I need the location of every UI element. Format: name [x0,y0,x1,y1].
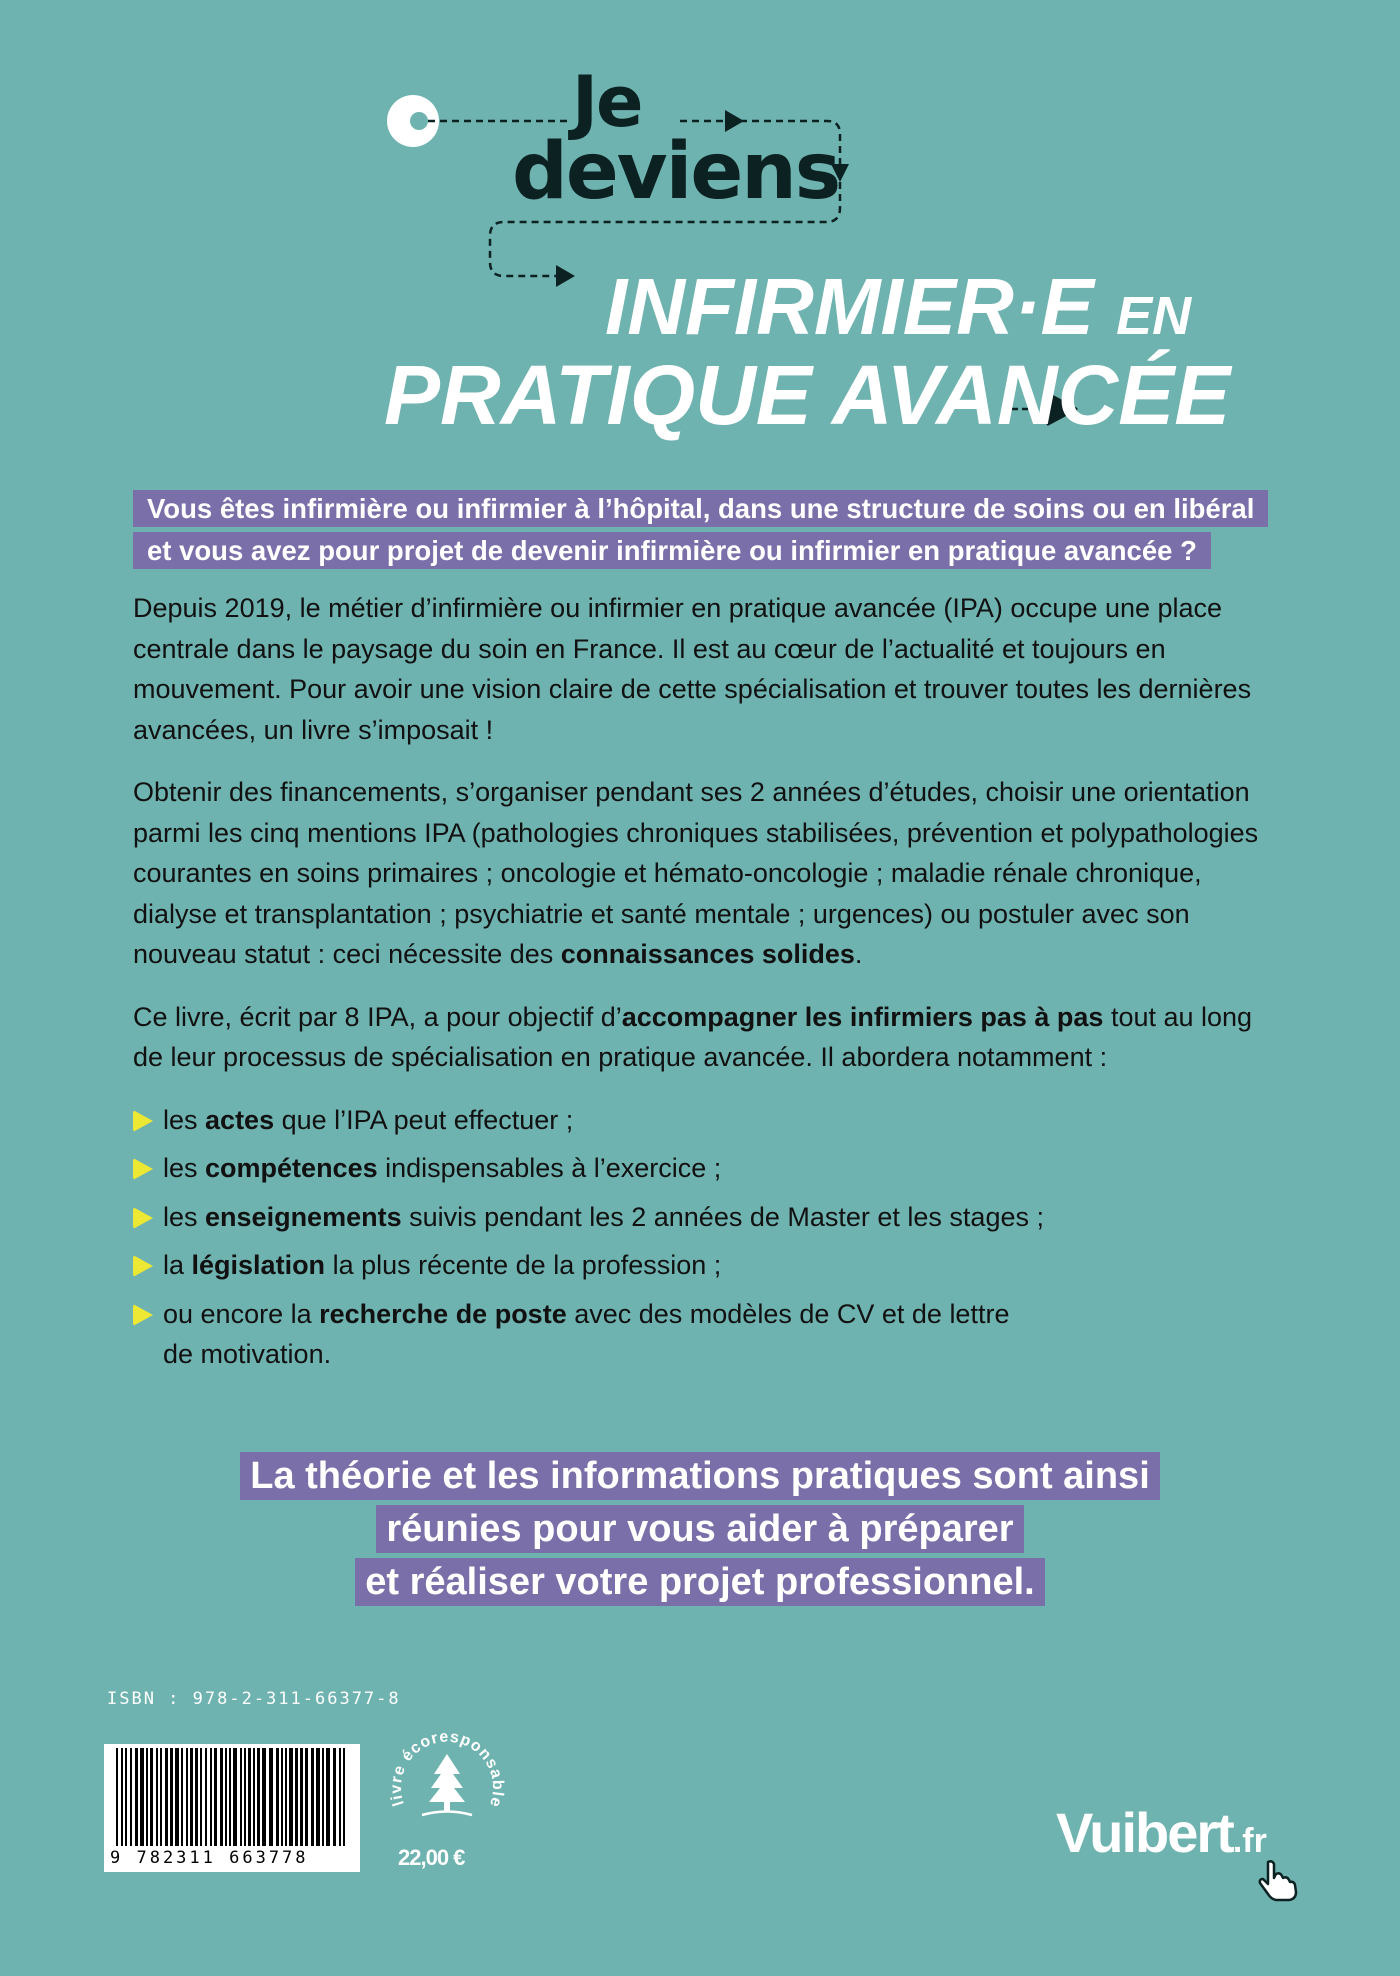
closing-highlight [200,1450,1200,1609]
list-item-before: les [163,1104,206,1135]
bullet-triangle-icon [133,1158,153,1180]
list-item-bold: actes [205,1104,275,1135]
intro-highlight-text: Vous êtes infirmière ou infirmier à l’hôpital, dans une structure de soins ou en libéral et vous avez pour projet de devenir infirmière ou infirmier en pratique avancée ? [133,490,1268,569]
barcode-bar [276,1748,279,1846]
barcode-bars [116,1748,348,1846]
barcode-bar [175,1748,179,1846]
paragraph-3-bold: accompagner les infirmiers pas à pas [621,1001,1104,1032]
barcode-bar [289,1748,293,1846]
title-line-pratique-avancee: PRATIQUE AVANCÉE [384,348,1231,442]
barcode-number: 9 782311 663778 [110,1848,309,1868]
barcode-bar [150,1748,153,1846]
title-infirmier-text: INFIRMIER·E [605,262,1117,351]
barcode-bar [156,1748,158,1846]
eco-label: livre écoresponsable [387,1728,507,1810]
list-item-after: que l’IPA peut effectuer ; [274,1104,574,1135]
title-line-infirmier [605,262,1191,361]
list-item-before: ou encore la [163,1298,320,1329]
arrow-right-icon [556,265,575,287]
barcode-bar [240,1748,242,1846]
title-line-je: Je [572,61,642,143]
list-item-after: suivis pendant les 2 années de Master et les stages ; [401,1201,1044,1232]
paragraph-2-bold: connaissances solides [560,939,855,969]
barcode-bar [305,1748,308,1846]
barcode-bar [339,1748,341,1846]
barcode-bar [130,1748,132,1846]
title-en-text: EN [1116,286,1192,346]
barcode-bar [285,1748,287,1846]
list-item-bold: enseignements [205,1201,402,1232]
barcode-bar [229,1748,231,1846]
barcode-bar [343,1748,345,1846]
barcode-bar [326,1748,330,1846]
barcode-bar [200,1748,202,1846]
barcode-bar [233,1748,237,1846]
list-item [133,1245,1283,1286]
barcode-bar [195,1748,198,1846]
barcode-bar [300,1748,303,1846]
barcode-bar [135,1748,138,1846]
list-item-before: la [163,1250,192,1280]
publisher-logo [1056,1800,1267,1865]
paragraph-2 [133,772,1283,975]
barcode-bar [333,1748,336,1846]
barcode-bar [186,1748,188,1846]
barcode-bar [205,1748,207,1846]
list-item [133,1148,1283,1189]
intro-highlight [133,488,1273,572]
list-item-bold: législation [191,1250,326,1280]
barcode-bar [281,1748,283,1846]
barcode-bar [146,1748,148,1846]
paragraph-3 [133,997,1283,1078]
barcode-bar [181,1748,183,1846]
publisher-name: Vuibert [1056,1801,1233,1864]
list-item-before: les [163,1153,206,1183]
bullet-triangle-icon [133,1110,153,1132]
barcode-bar [225,1748,227,1846]
barcode-bar [116,1748,118,1846]
closing-line-2: réunies pour vous aider à préparer [376,1505,1023,1553]
body-text [133,588,1283,1383]
barcode-bar [248,1748,251,1846]
list-item [133,1100,1283,1141]
barcode-bar [214,1748,217,1846]
bullet-triangle-icon [133,1207,153,1229]
paragraph-3-before: Ce livre, écrit par 8 IPA, a pour objectif d’ [133,1001,622,1032]
barcode-bar [322,1748,324,1846]
list-item-before: les [163,1201,206,1232]
paragraph-1: Depuis 2019, le métier d’infirmière ou infirmier en pratique avancée (IPA) occupe une place centrale dans le paysage du soin en France. Il est au cœur de l’actualité et toujours en mouvement. Pour avoir une vision claire de cette spécialisation et trouver toutes les dernières avancées, un livre s’imposait ! [133,593,1252,745]
barcode-bar [170,1748,173,1846]
list-item-bold: recherche de poste [319,1298,567,1329]
tree-icon [422,1754,472,1815]
pointer-hand-icon [1256,1858,1298,1902]
barcode-bar [262,1748,266,1846]
barcode-bar [125,1748,127,1846]
price: 22,00 € [398,1845,465,1870]
list-item [133,1197,1283,1238]
closing-line-1: La théorie et les informations pratiques sont ainsi [240,1452,1160,1500]
list-item-after: la plus récente de la profession ; [325,1250,722,1280]
bullet-triangle-icon [133,1255,153,1277]
list-item-after: indispensables à l’exercice ; [377,1153,722,1183]
barcode-bar [121,1748,123,1846]
list-item [133,1294,1043,1375]
barcode-bar [190,1748,193,1846]
barcode [104,1744,360,1872]
barcode-bar [165,1748,168,1846]
barcode-bar [257,1748,260,1846]
paragraph-3-after: tout au long de leur processus de spécialisation en pratique avancée. Il abordera notamment : [133,1001,1253,1072]
eco-badge [382,1712,512,1842]
barcode-bar [140,1748,144,1846]
barcode-bar [311,1748,314,1846]
bullet-triangle-icon [133,1304,153,1326]
title-line-deviens: deviens [512,127,840,217]
closing-line-3: et réaliser votre projet professionnel. [355,1558,1044,1606]
topics-list [133,1100,1283,1375]
list-item-after: avec des modèles de CV et de lettre de motivation. [163,1298,1010,1369]
barcode-bar [253,1748,255,1846]
paragraph-2-text: Obtenir des financements, s’organiser pendant ses 2 années d’études, choisir une orientation parmi les cinq mentions IPA (pathologies chroniques stabilisées, prévention et polypathologies courantes en soins primaires ; oncologie et hémato-oncologie ; maladie rénale chronique, dialyse et transplantation ; psychiatrie et santé mentale ; urgences) ou postuler avec son nouveau statut : ceci nécessite des [133,777,1259,969]
barcode-bar [295,1748,298,1846]
barcode-bar [244,1748,246,1846]
publisher-tld: .fr [1232,1822,1267,1860]
list-item-bold: compétences [205,1153,378,1183]
barcode-bar [316,1748,320,1846]
paragraph-2-end: . [854,939,863,969]
isbn-label: ISBN : 978-2-311-66377-8 [107,1689,401,1709]
barcode-bar [269,1748,273,1846]
barcode-bar [160,1748,162,1846]
barcode-bar [220,1748,223,1846]
barcode-bar [210,1748,212,1846]
